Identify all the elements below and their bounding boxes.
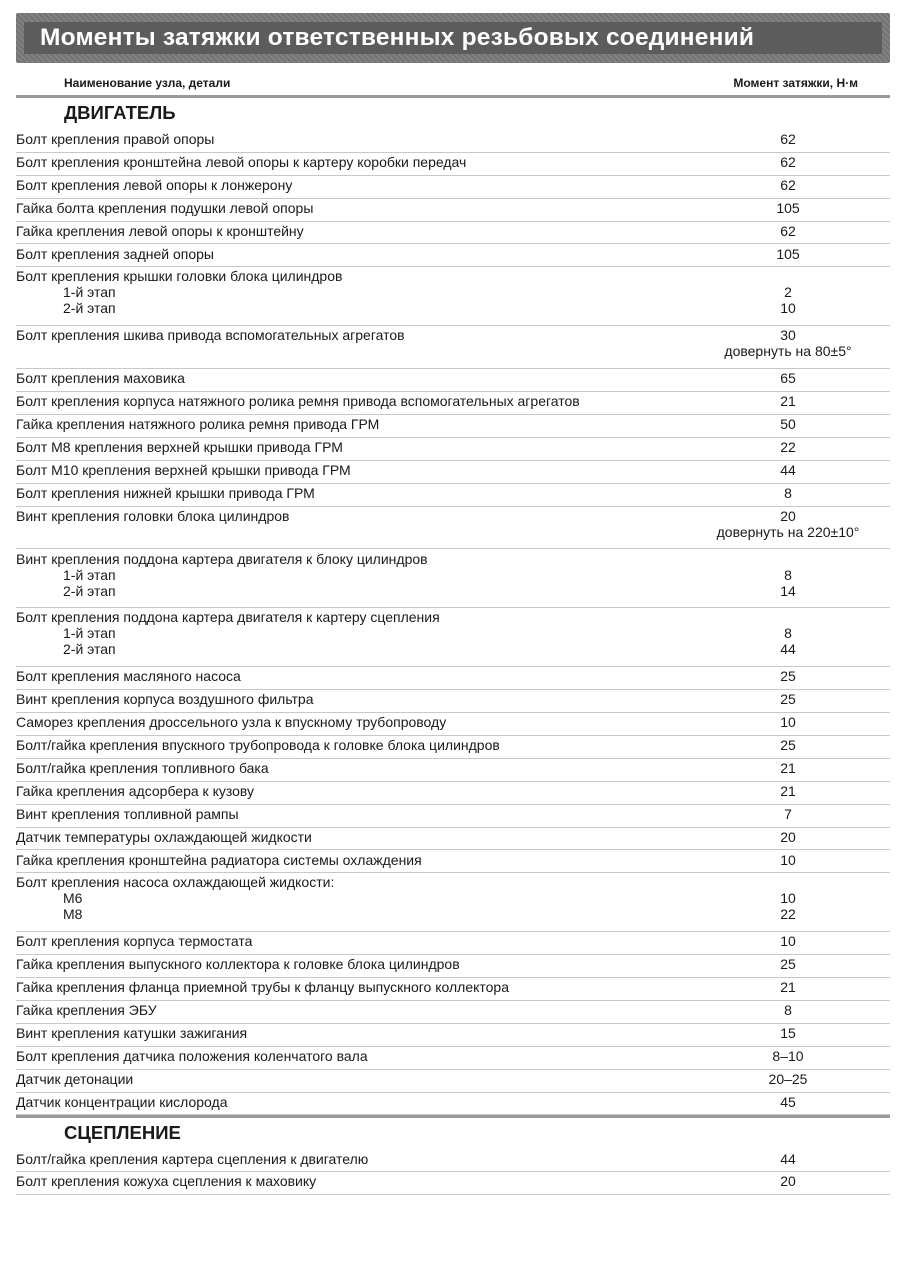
torque-note: довернуть на 220±10° xyxy=(716,523,860,540)
sub-row-value: 14 xyxy=(780,582,796,599)
torque-value: 22 xyxy=(780,438,796,455)
sub-row-value: 2 xyxy=(784,284,792,301)
sub-row-label: 1-й этап xyxy=(63,566,116,583)
sub-row-label: М6 xyxy=(63,890,83,907)
torque-value: 105 xyxy=(776,199,800,216)
torque-value: 44 xyxy=(780,1150,796,1167)
row-label: Саморез крепления дроссельного узла к впускному трубопроводу xyxy=(16,714,447,731)
section-heading xyxy=(16,1122,890,1146)
table-row xyxy=(16,152,890,176)
table-row xyxy=(16,1069,890,1093)
section-title: СЦЕПЛЕНИЕ xyxy=(64,1121,181,1143)
table-row xyxy=(16,325,890,369)
row-label: Болт крепления правой опоры xyxy=(16,131,215,147)
title-plate xyxy=(24,22,882,54)
row-label: Гайка крепления кронштейна радиатора системы охлаждения xyxy=(16,851,422,868)
torque-value: 25 xyxy=(780,956,796,973)
table-row xyxy=(16,175,890,199)
page-title: Моменты затяжки ответственных резьбовых соединений xyxy=(40,24,755,51)
row-label: Гайка крепления ЭБУ xyxy=(16,1002,157,1018)
row-label: Болт крепления задней опоры xyxy=(16,245,214,262)
table-row xyxy=(16,506,890,550)
table-row xyxy=(16,483,890,507)
row-label: Болт/гайка крепления топливного бака xyxy=(16,759,269,776)
section-divider xyxy=(16,1115,890,1118)
table-row xyxy=(16,666,890,690)
row-label: Болт/гайка крепления впускного трубопровода к головке блока цилиндров xyxy=(16,737,500,753)
sub-row-value: 10 xyxy=(780,300,796,317)
table-row xyxy=(16,712,890,736)
row-label: Винт крепления корпуса воздушного фильтра xyxy=(16,691,314,708)
torque-value: 20 xyxy=(780,828,796,845)
row-label: Болт крепления поддона картера двигателя к картеру сцепления xyxy=(16,609,440,626)
row-label: Болт крепления датчика положения коленчатого вала xyxy=(16,1047,368,1064)
sub-row-label: М8 xyxy=(63,906,83,923)
torque-value: 20–25 xyxy=(768,1070,808,1087)
row-label: Болт крепления шкива привода вспомогательных агрегатов xyxy=(16,327,405,344)
table-row xyxy=(16,735,890,759)
table-row xyxy=(16,266,890,326)
torque-value: 21 xyxy=(780,393,796,410)
sub-row-value: 8 xyxy=(784,566,792,583)
table-row xyxy=(16,391,890,415)
torque-value: 25 xyxy=(780,668,796,685)
row-label: Гайка крепления натяжного ролика ремня привода ГРМ xyxy=(16,416,380,432)
sub-row-value: 8 xyxy=(784,625,792,642)
torque-value: 62 xyxy=(780,176,796,193)
table-row xyxy=(16,129,890,153)
table-row xyxy=(16,758,890,782)
table-row xyxy=(16,781,890,805)
table-row xyxy=(16,1046,890,1070)
table-row xyxy=(16,954,890,978)
table-row xyxy=(16,368,890,392)
table-row xyxy=(16,1171,890,1195)
table-row xyxy=(16,607,890,667)
torque-value: 62 xyxy=(780,153,796,170)
torque-value: 8 xyxy=(784,484,792,501)
torque-value: 15 xyxy=(780,1024,796,1041)
torque-value: 10 xyxy=(780,933,796,950)
sub-row-value: 22 xyxy=(780,906,796,923)
torque-value: 50 xyxy=(780,416,796,432)
header-name-column: Наименование узла, детали xyxy=(64,76,231,90)
sub-row-label: 1-й этап xyxy=(63,284,116,301)
sub-row-label: 1-й этап xyxy=(63,625,116,642)
header-divider xyxy=(16,95,890,98)
torque-note: довернуть на 80±5° xyxy=(724,343,852,360)
torque-value: 8–10 xyxy=(772,1047,804,1064)
table-row xyxy=(16,460,890,484)
row-label: Болт крепления корпуса термостата xyxy=(16,933,253,950)
table-row xyxy=(16,1023,890,1047)
torque-value: 21 xyxy=(780,759,796,776)
torque-value: 105 xyxy=(776,245,800,262)
row-label: Болт крепления левой опоры к лонжерону xyxy=(16,176,293,193)
row-label: Гайка крепления фланца приемной трубы к фланцу выпускного коллектора xyxy=(16,979,509,996)
torque-value: 25 xyxy=(780,691,796,708)
torque-value: 65 xyxy=(780,370,796,387)
table-row xyxy=(16,827,890,851)
row-label: Винт крепления катушки зажигания xyxy=(16,1024,248,1041)
table-row xyxy=(16,244,890,268)
table-row xyxy=(16,221,890,245)
row-label: Гайка крепления выпускного коллектора к головке блока цилиндров xyxy=(16,956,460,973)
row-label: Гайка крепления левой опоры к кронштейну xyxy=(16,222,304,239)
title-bar xyxy=(16,13,890,63)
header-torque-column: Момент затяжки, Н·м xyxy=(733,76,858,90)
row-label: Болт крепления масляного насоса xyxy=(16,668,241,685)
torque-value: 25 xyxy=(780,737,796,753)
sub-row-value: 44 xyxy=(780,641,796,658)
row-label: Болт крепления кронштейна левой опоры к картеру коробки передач xyxy=(16,153,467,170)
table-row xyxy=(16,977,890,1001)
sub-row-label: 2-й этап xyxy=(63,300,116,317)
row-label: Болт крепления кожуха сцепления к маховику xyxy=(16,1173,317,1190)
table-row xyxy=(16,804,890,828)
torque-value: 44 xyxy=(780,461,796,478)
torque-value: 20 xyxy=(780,507,796,524)
torque-value: 21 xyxy=(780,782,796,799)
row-label: Винт крепления топливной рампы xyxy=(16,805,239,822)
row-label: Датчик концентрации кислорода xyxy=(16,1093,228,1110)
row-label: Датчик детонации xyxy=(16,1070,134,1087)
torque-value: 21 xyxy=(780,979,796,996)
row-label: Винт крепления головки блока цилиндров xyxy=(16,507,290,524)
row-label: Болт М10 крепления верхней крышки привода ГРМ xyxy=(16,461,351,478)
table-header xyxy=(16,70,890,98)
table-row xyxy=(16,437,890,461)
table-row xyxy=(16,872,890,932)
table-row xyxy=(16,1000,890,1024)
torque-value: 45 xyxy=(780,1093,796,1110)
table-row xyxy=(16,689,890,713)
table-row xyxy=(16,931,890,955)
sub-row-value: 10 xyxy=(780,890,796,907)
table-row xyxy=(16,414,890,438)
section-heading xyxy=(16,102,890,126)
table-row xyxy=(16,1149,890,1173)
table-row xyxy=(16,549,890,609)
row-label: Болт крепления крышки головки блока цилиндров xyxy=(16,268,343,285)
torque-value: 10 xyxy=(780,851,796,868)
torque-value: 62 xyxy=(780,131,796,147)
table-row xyxy=(16,198,890,222)
table-row xyxy=(16,1092,890,1116)
torque-value: 10 xyxy=(780,714,796,731)
row-label: Болт крепления нижней крышки привода ГРМ xyxy=(16,484,315,501)
torque-value: 20 xyxy=(780,1173,796,1190)
row-label: Болт крепления насоса охлаждающей жидкости: xyxy=(16,874,335,891)
sub-row-label: 2-й этап xyxy=(63,582,116,599)
table-row xyxy=(16,850,890,874)
section-title: ДВИГАТЕЛЬ xyxy=(64,102,176,123)
row-label: Винт крепления поддона картера двигателя к блоку цилиндров xyxy=(16,550,428,567)
torque-value: 30 xyxy=(780,327,796,344)
row-label: Болт крепления корпуса натяжного ролика ремня привода вспомогательных агрегатов xyxy=(16,393,580,410)
row-label: Датчик температуры охлаждающей жидкости xyxy=(16,828,312,845)
torque-value: 7 xyxy=(784,805,792,822)
row-label: Болт М8 крепления верхней крышки привода ГРМ xyxy=(16,438,343,455)
torque-value: 8 xyxy=(784,1002,792,1018)
sub-row-label: 2-й этап xyxy=(63,641,116,658)
row-label: Гайка крепления адсорбера к кузову xyxy=(16,782,255,799)
row-label: Болт крепления маховика xyxy=(16,370,185,387)
row-label: Гайка болта крепления подушки левой опоры xyxy=(16,199,314,216)
row-label: Болт/гайка крепления картера сцепления к двигателю xyxy=(16,1150,369,1167)
torque-value: 62 xyxy=(780,222,796,239)
